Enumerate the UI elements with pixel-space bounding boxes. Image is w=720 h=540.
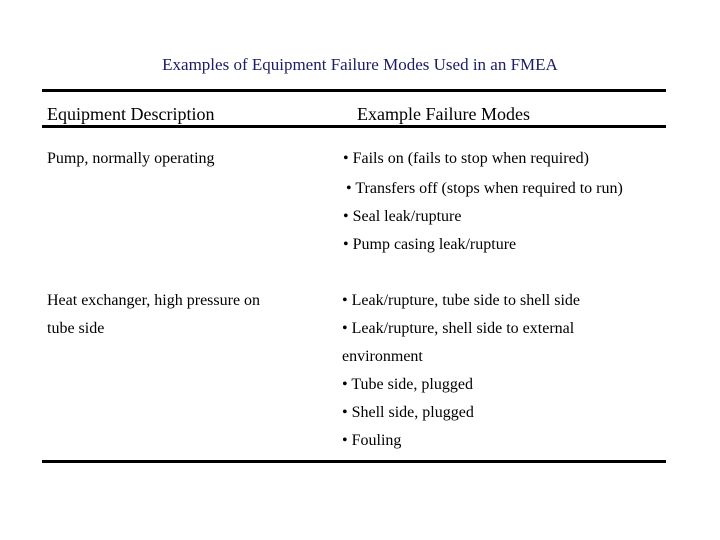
row-2-failure-mode-1: • Leak/rupture, tube side to shell side [342, 292, 580, 309]
header-equipment-description: Equipment Description [47, 104, 215, 124]
page-title: Examples of Equipment Failure Modes Used in an FMEA [162, 55, 558, 74]
row-1-equipment-line-1: Pump, normally operating [47, 150, 215, 167]
header-bottom-rule [42, 125, 666, 128]
row-2-failure-mode-4: • Shell side, plugged [342, 404, 474, 421]
row-2-failure-mode-2: • Leak/rupture, shell side to external [342, 320, 575, 337]
row-2-failure-mode-5: • Fouling [342, 432, 402, 449]
table-top-rule [42, 89, 666, 92]
row-2-failure-mode-2-continued: environment [342, 348, 423, 365]
header-example-failure-modes: Example Failure Modes [357, 104, 530, 124]
row-1-failure-mode-2: • Transfers off (stops when required to run) [346, 180, 623, 197]
table-bottom-rule [42, 460, 666, 463]
row-2-equipment-line-1: Heat exchanger, high pressure on [47, 292, 261, 309]
row-1-failure-mode-3: • Seal leak/rupture [343, 208, 462, 225]
row-2-failure-mode-3: • Tube side, plugged [342, 376, 473, 393]
row-1-failure-mode-4: • Pump casing leak/rupture [343, 236, 517, 253]
row-1-failure-mode-1: • Fails on (fails to stop when required) [343, 150, 589, 167]
row-2-equipment-line-2: tube side [47, 320, 105, 337]
